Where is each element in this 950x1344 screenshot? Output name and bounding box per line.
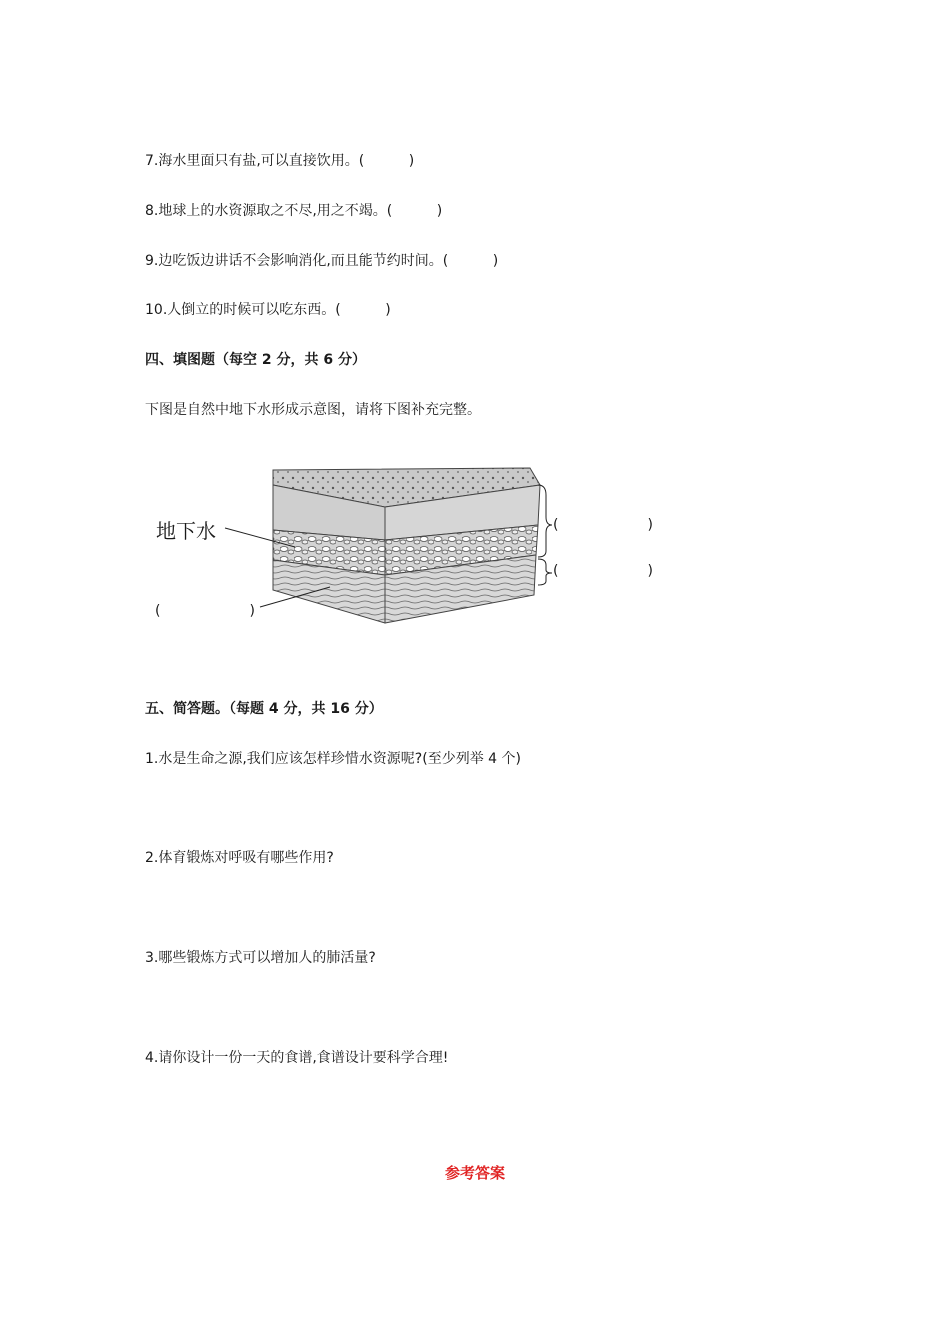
blank-top-layer: ( ) xyxy=(553,517,653,533)
judge-item: 7.海水里面只有盐,可以直接饮用。( ) xyxy=(145,153,415,169)
section-heading: 四、填图题（每空 2 分，共 6 分） xyxy=(145,352,366,368)
judge-item: 10.人倒立的时候可以吃东西。( ) xyxy=(145,302,391,318)
judge-item: 8.地球上的水资源取之不尽,用之不竭。( ) xyxy=(145,203,443,219)
judge-item: 9.边吃饭边讲话不会影响消化,而且能节约时间。( ) xyxy=(145,253,499,269)
question-item: 2.体育锻炼对呼吸有哪些作用? xyxy=(145,850,334,866)
answer-title: 参考答案 xyxy=(444,1164,505,1182)
blank-left-layer: ( ) xyxy=(155,603,255,619)
question-item: 1.水是生命之源,我们应该怎样珍惜水资源呢?(至少列举 4 个) xyxy=(145,751,521,767)
blank-bottom-layer: ( ) xyxy=(553,563,653,579)
section-heading: 五、简答题。（每题 4 分，共 16 分） xyxy=(145,701,383,717)
section-instruction: 下图是自然中地下水形成示意图，请将下图补充完整。 xyxy=(145,402,481,418)
groundwater-label: 地下水 xyxy=(156,519,216,543)
question-item: 4.请你设计一份一天的食谱,食谱设计要科学合理! xyxy=(145,1050,449,1066)
groundwater-diagram xyxy=(140,455,680,635)
question-item: 3.哪些锻炼方式可以增加人的肺活量? xyxy=(145,950,376,966)
